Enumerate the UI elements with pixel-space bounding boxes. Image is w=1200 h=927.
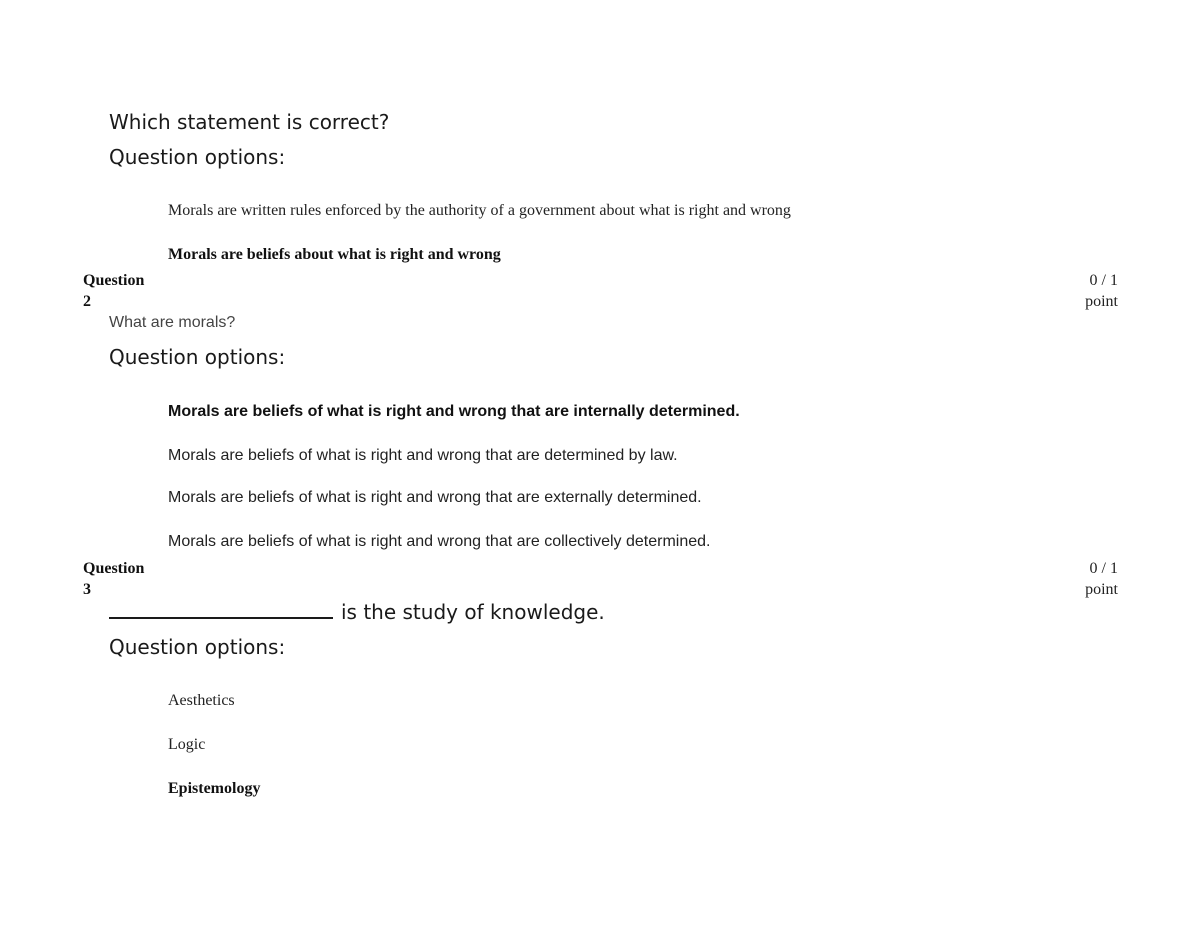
q3-number-value: 3 [83, 581, 91, 598]
q3-score [1058, 558, 1118, 600]
q2-option-3[interactable]: Morals are beliefs of what is right and wrong that are externally determined. [168, 489, 702, 506]
q2-score-value: 0 / 1 [1089, 272, 1118, 289]
q2-prompt: What are morals? [109, 314, 236, 331]
q3-options-label: Question options: [109, 635, 286, 659]
q2-score [1058, 270, 1118, 312]
q3-option-2[interactable]: Logic [168, 736, 206, 753]
q1-option-2-selected[interactable]: Morals are beliefs about what is right and wrong [168, 246, 501, 263]
q3-number [83, 558, 163, 600]
q2-score-unit: point [1085, 293, 1118, 310]
q3-score-unit: point [1085, 581, 1118, 598]
q3-prompt: is the study of knowledge. [341, 600, 605, 624]
q3-prompt-line [109, 600, 605, 624]
q2-number-value: 2 [83, 293, 91, 310]
q2-number-label: Question [83, 272, 145, 289]
q2-options-label: Question options: [109, 345, 286, 369]
q3-score-value: 0 / 1 [1089, 560, 1118, 577]
q3-option-1[interactable]: Aesthetics [168, 692, 235, 709]
q2-option-2[interactable]: Morals are beliefs of what is right and wrong that are determined by law. [168, 447, 678, 464]
q3-number-label: Question [83, 560, 145, 577]
q3-option-3-selected[interactable]: Epistemology [168, 780, 261, 797]
q1-options-label: Question options: [109, 145, 286, 169]
q2-option-1-selected[interactable]: Morals are beliefs of what is right and wrong that are internally determined. [168, 403, 740, 420]
fill-in-blank-line [109, 601, 333, 619]
q2-option-4[interactable]: Morals are beliefs of what is right and wrong that are collectively determined. [168, 533, 711, 550]
q1-prompt: Which statement is correct? [109, 110, 390, 134]
q1-option-1[interactable]: Morals are written rules enforced by the authority of a government about what is right and wrong [168, 202, 791, 219]
q2-number [83, 270, 163, 312]
